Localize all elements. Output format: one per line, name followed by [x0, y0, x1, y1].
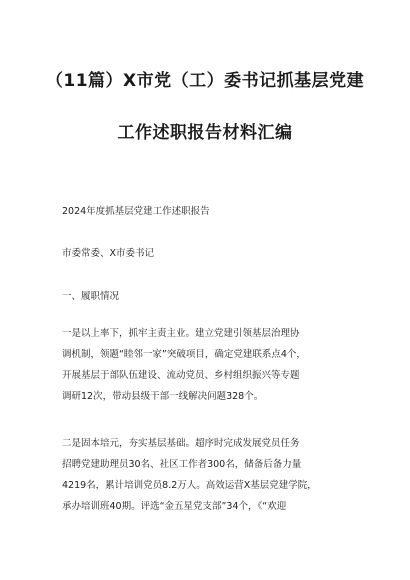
document-title-line-2: 工作述职报告材料汇编 — [117, 123, 293, 143]
report-title: 2024年度抓基层党建工作述职报告 — [62, 206, 210, 217]
section-heading: 一、履职情况 — [62, 291, 120, 302]
paragraph-line: 4219名，累计培训党员8.2万人。高效运营X基层党建学院， — [62, 480, 317, 491]
paragraph-1 — [62, 323, 354, 407]
paragraph-line: 一是以上率下，抓牢主责主业。建立党建引领基层治理协 — [62, 328, 300, 339]
paragraph-line: 招聘党建助理员30名、社区工作者300名，储备后备力量 — [62, 459, 302, 470]
paragraph-2 — [62, 433, 354, 517]
author-line: 市委常委、X市委书记 — [62, 248, 155, 259]
paragraph-line: 调研12次，带动县级干部一线解决问题328个。 — [62, 391, 264, 402]
document-title-line-1: （11篇）X市党（工）委书记抓基层党建 — [45, 71, 365, 91]
paragraph-line: 调机制，领题“睦邻一家”突破项目，确定党建联系点4个， — [62, 349, 306, 360]
paragraph-line: 二是固本培元，夯实基层基础。超序时完成发展党员任务 — [62, 438, 300, 449]
paragraph-line: 承办培训班40期。评选“金五星党支部”34个，《“欢迎 — [62, 501, 287, 512]
paragraph-line: 开展基层于部队伍建设、流动党员、乡村组织振兴等专题 — [62, 370, 300, 381]
